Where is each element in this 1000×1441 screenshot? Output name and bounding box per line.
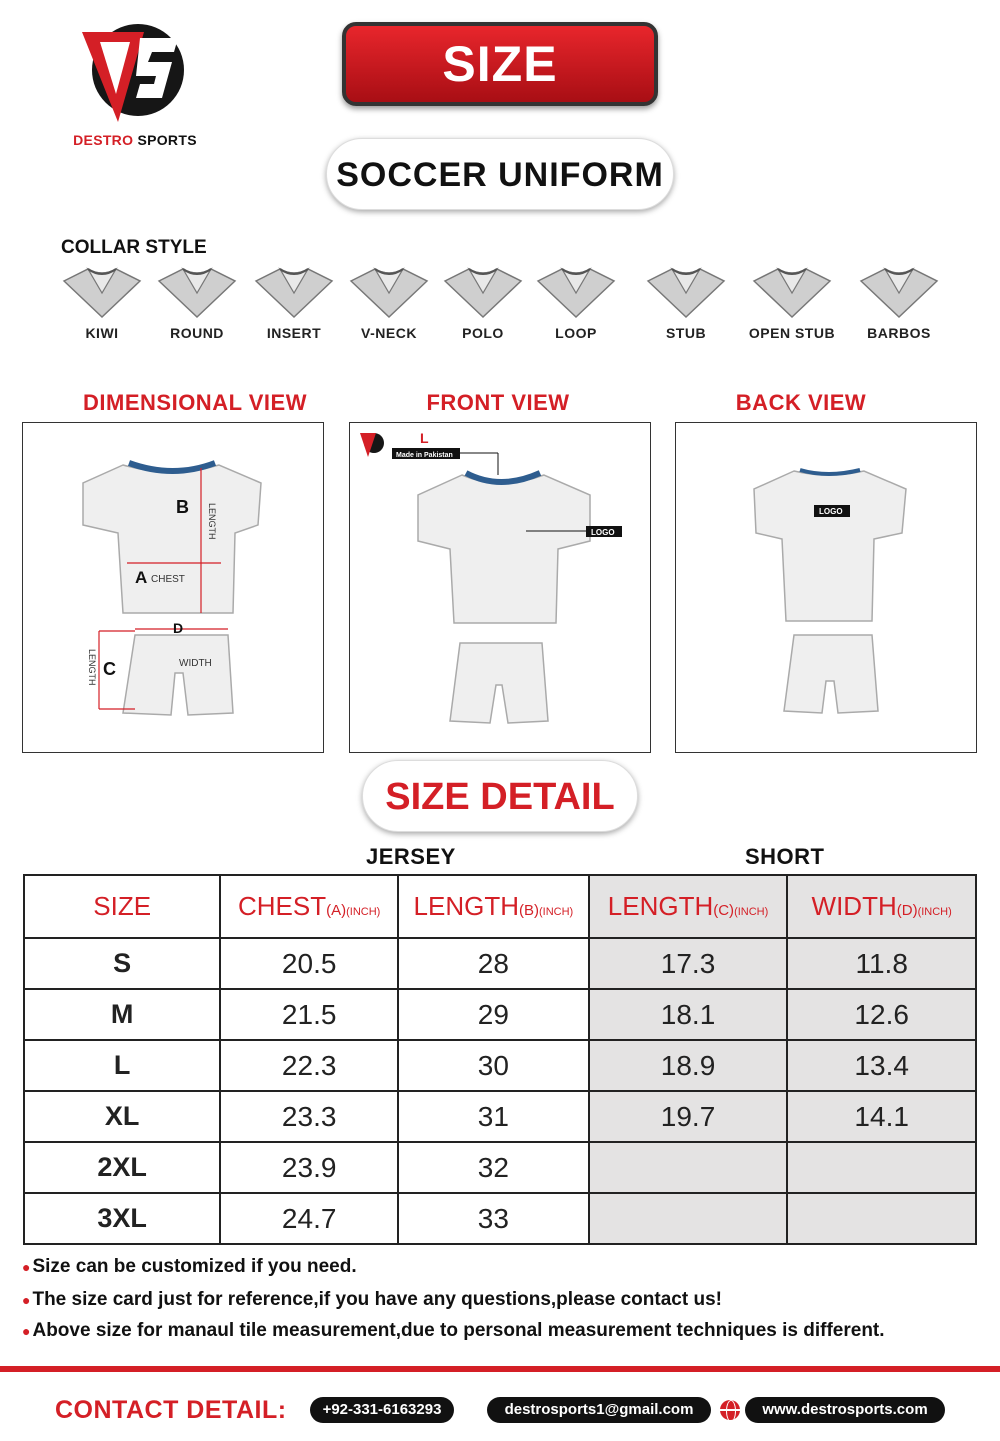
header-size — [24, 875, 220, 938]
length-c-cell: 18.1 — [589, 989, 788, 1040]
label-d: D — [173, 620, 184, 636]
header-length-c-unit: (INCH) — [734, 906, 769, 918]
notes-list — [22, 1256, 885, 1353]
bullet-icon: ● — [22, 1292, 31, 1308]
table-row — [24, 1040, 976, 1091]
short-group-label: SHORT — [745, 844, 825, 869]
chest-cell: 24.7 — [220, 1193, 398, 1244]
collar-label: POLO — [462, 325, 504, 341]
label-b: B — [176, 497, 189, 517]
back-view-panel — [675, 422, 977, 753]
header-size-label: SIZE — [93, 891, 152, 921]
front-view-title: FRONT VIEW — [426, 390, 570, 415]
note-text: The size card just for reference,if you have any questions,please contact us! — [32, 1289, 722, 1310]
collar-icon — [646, 263, 726, 319]
email-chip[interactable]: destrosports1@gmail.com — [487, 1397, 711, 1423]
header-length-c — [589, 875, 788, 938]
header-length-b — [398, 875, 589, 938]
collar-label: LOOP — [555, 325, 597, 341]
header-length-b-sub: (B) — [518, 902, 539, 919]
label-length-short: LENGTH — [87, 649, 97, 686]
collar-item-round — [147, 263, 247, 341]
collar-item-open-stub — [742, 263, 842, 341]
brand-logo — [60, 18, 210, 158]
collar-item-stub — [636, 263, 736, 341]
table-row — [24, 1091, 976, 1142]
width-cell: 14.1 — [787, 1091, 976, 1142]
size-cell: S — [24, 938, 220, 989]
collar-item-barbos — [849, 263, 949, 341]
size-cell: XL — [24, 1091, 220, 1142]
header-width-label: WIDTH — [811, 891, 897, 921]
width-cell: 11.8 — [787, 938, 976, 989]
header-length-c-sub: (C) — [713, 902, 735, 919]
small-logo-icon — [360, 433, 384, 457]
header-chest-unit: (INCH) — [346, 906, 381, 918]
front-uniform-diagram — [350, 423, 650, 753]
collar-label: ROUND — [170, 325, 224, 341]
phone-chip[interactable]: +92-331-6163293 — [310, 1397, 454, 1423]
collar-style-title: COLLAR STYLE — [61, 237, 207, 258]
collar-icon — [62, 263, 142, 319]
front-view-panel — [349, 422, 651, 753]
label-width: WIDTH — [179, 658, 212, 669]
length-b-cell: 32 — [398, 1142, 589, 1193]
size-cell: L — [24, 1040, 220, 1091]
size-cell: M — [24, 989, 220, 1040]
chest-cell: 22.3 — [220, 1040, 398, 1091]
note-item — [22, 1320, 885, 1353]
bullet-icon: ● — [22, 1323, 31, 1339]
width-cell — [787, 1193, 976, 1244]
length-c-cell — [589, 1142, 788, 1193]
table-row — [24, 989, 976, 1040]
length-c-cell: 18.9 — [589, 1040, 788, 1091]
website-chip[interactable]: www.destrosports.com — [745, 1397, 945, 1423]
collar-icon — [254, 263, 334, 319]
label-l: L — [420, 430, 429, 446]
bullet-icon: ● — [22, 1259, 31, 1275]
dimensional-uniform-diagram — [23, 423, 323, 753]
collar-icon — [443, 263, 523, 319]
back-uniform-diagram — [676, 423, 976, 753]
note-item — [22, 1289, 885, 1320]
size-cell: 2XL — [24, 1142, 220, 1193]
globe-icon — [720, 1400, 740, 1420]
made-in-label: Made in Pakistan — [396, 452, 453, 459]
length-b-cell: 33 — [398, 1193, 589, 1244]
length-c-cell — [589, 1193, 788, 1244]
destro-logo-icon — [78, 18, 192, 128]
collar-item-insert — [244, 263, 344, 341]
dimensional-view-title: DIMENSIONAL VIEW — [83, 390, 307, 415]
length-b-cell: 29 — [398, 989, 589, 1040]
length-b-cell: 31 — [398, 1091, 589, 1142]
table-row — [24, 1193, 976, 1244]
jersey-group-label: JERSEY — [366, 844, 456, 869]
header-length-b-label: LENGTH — [413, 891, 519, 921]
collar-label: OPEN STUB — [748, 325, 836, 341]
chest-cell: 23.9 — [220, 1142, 398, 1193]
label-a: A — [135, 568, 148, 587]
width-cell: 12.6 — [787, 989, 976, 1040]
contact-label: CONTACT DETAIL: — [55, 1396, 287, 1424]
collar-icon — [752, 263, 832, 319]
footer-divider — [0, 1366, 1000, 1372]
width-cell: 13.4 — [787, 1040, 976, 1091]
page-title: SIZE — [342, 22, 658, 106]
collar-label: INSERT — [266, 325, 322, 341]
collar-style-list — [52, 263, 952, 353]
collar-label: V-NECK — [361, 325, 417, 341]
header-chest-sub: (A) — [326, 902, 347, 919]
collar-icon — [536, 263, 616, 319]
chest-cell: 23.3 — [220, 1091, 398, 1142]
size-table — [23, 874, 977, 1245]
size-detail-title: SIZE DETAIL — [362, 760, 638, 832]
collar-item-polo — [433, 263, 533, 341]
label-length-jersey: LENGTH — [207, 503, 217, 540]
collar-item-v-neck — [339, 263, 439, 341]
length-b-cell: 30 — [398, 1040, 589, 1091]
note-text: Above size for manaul tile measurement,due to personal measurement techniques is different. — [32, 1320, 885, 1341]
length-b-cell: 28 — [398, 938, 589, 989]
chest-cell: 21.5 — [220, 989, 398, 1040]
brand-name-red: DESTRO — [73, 132, 134, 148]
header-length-c-label: LENGTH — [607, 891, 714, 921]
collar-icon — [157, 263, 237, 319]
dimensional-view-panel — [22, 422, 324, 753]
collar-item-kiwi — [52, 263, 152, 341]
table-row — [24, 938, 976, 989]
width-cell — [787, 1142, 976, 1193]
note-item — [22, 1256, 885, 1289]
label-c: C — [103, 659, 116, 679]
collar-label: KIWI — [85, 325, 119, 341]
size-table-header — [24, 875, 976, 938]
back-view-title: BACK VIEW — [735, 390, 867, 415]
length-c-cell: 17.3 — [589, 938, 788, 989]
note-text: Size can be customized if you need. — [32, 1256, 357, 1277]
chest-cell: 20.5 — [220, 938, 398, 989]
header-width-unit: (INCH) — [917, 906, 952, 918]
collar-label: STUB — [665, 325, 707, 341]
header-width-sub: (D) — [896, 902, 918, 919]
collar-icon — [349, 263, 429, 319]
header-chest — [220, 875, 398, 938]
collar-item-loop — [526, 263, 626, 341]
collar-icon — [859, 263, 939, 319]
page-subtitle: SOCCER UNIFORM — [326, 138, 674, 210]
size-cell: 3XL — [24, 1193, 220, 1244]
header-length-b-unit: (INCH) — [538, 906, 574, 918]
collar-label: BARBOS — [867, 325, 931, 341]
brand-name — [60, 132, 210, 148]
table-row — [24, 1142, 976, 1193]
header-chest-label: CHEST — [238, 891, 327, 921]
length-c-cell: 19.7 — [589, 1091, 788, 1142]
header-width — [787, 875, 976, 938]
logo-tag-back: LOGO — [819, 507, 843, 516]
label-chest: CHEST — [151, 574, 185, 585]
brand-name-black: SPORTS — [133, 132, 197, 148]
logo-tag-front: LOGO — [591, 528, 615, 537]
